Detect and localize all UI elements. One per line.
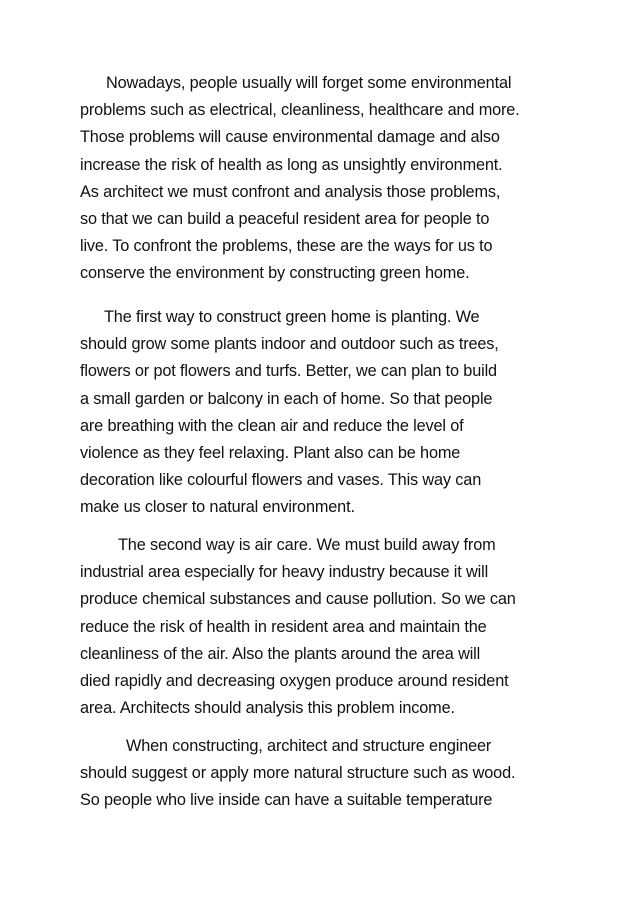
text-line: flowers or pot flowers and turfs. Better, we can plan to build [80,362,497,381]
text-line: So people who live inside can have a suitable temperature [80,791,493,810]
text-line: The first way to construct green home is planting. We [104,308,480,326]
text-line: should grow some plants indoor and outdoor such as trees, [80,335,499,354]
paragraph-1 [80,70,520,288]
paragraph-2 [80,304,499,522]
paragraph-4 [80,733,515,815]
text-line: reduce the risk of health in resident area and maintain the [80,617,487,636]
text-line: a small garden or balcony in each of home. So that people [80,389,493,408]
text-line: are breathing with the clean air and reduce the level of [80,416,464,435]
text-line: so that we can build a peaceful resident area for people to [80,209,490,228]
text-line: When constructing, architect and structure engineer [126,737,492,755]
text-line: Those problems will cause environmental damage and also [80,128,500,147]
text-line: increase the risk of health as long as unsightly environment. [80,155,503,174]
text-line: The second way is air care. We must build away from [118,536,496,554]
text-line: Nowadays, people usually will forget some environmental [106,74,512,92]
text-line: cleanliness of the air. Also the plants around the area will [80,644,481,663]
text-line: produce chemical substances and cause pollution. So we can [80,590,516,609]
text-line: conserve the environment by constructing green home. [80,264,470,283]
text-line: problems such as electrical, cleanliness, healthcare and more. [80,101,520,120]
text-line: As architect we must confront and analysis those problems, [80,182,501,201]
text-line: live. To confront the problems, these are the ways for us to [80,237,493,256]
text-line: should suggest or apply more natural structure such as wood. [80,764,516,783]
text-line: violence as they feel relaxing. Plant also can be home [80,443,461,462]
text-line: decoration like colourful flowers and vases. This way can [80,471,482,490]
text-line: died rapidly and decreasing oxygen produce around resident [80,671,509,690]
text-line: industrial area especially for heavy industry because it will [80,563,489,582]
text-line: make us closer to natural environment. [80,498,355,517]
paragraph-3 [80,532,516,722]
text-line: area. Architects should analysis this problem income. [80,699,455,718]
